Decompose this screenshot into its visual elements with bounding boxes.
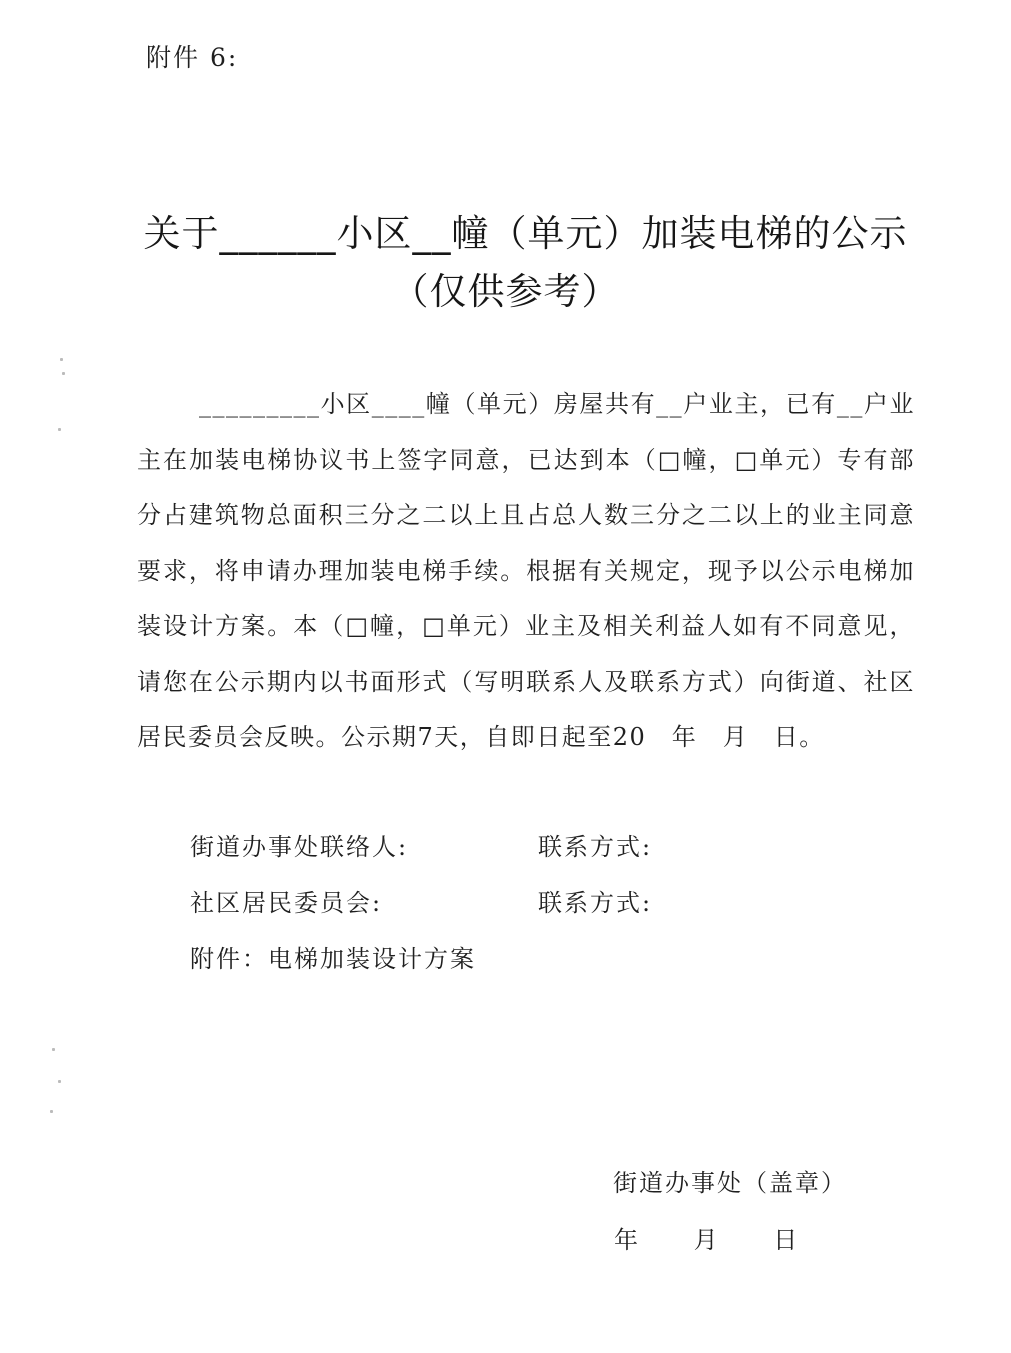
scan-speck	[50, 1110, 53, 1113]
date-year: 年	[614, 1226, 640, 1254]
community-committee-row	[190, 883, 910, 918]
notice-title-main: 关于______小区__幢（单元）加装电梯的公示	[143, 212, 908, 255]
scan-speck	[58, 1080, 61, 1083]
street-office-contact-row	[190, 827, 910, 862]
community-method-label: 联系方式:	[538, 889, 653, 917]
notice-body-paragraph: _________小区____幢（单元）房屋共有__户业主，已有__户业主在加装电梯协议书上签字同意，已达到本（□幢，□单元）专有部分占建筑物总面积三分之二以上且占总人数三分之二以上的业主同意要求，将申请办理加装电梯手续。根据有关规定，现予以公示电梯加装设计方案。本（□幢，□单元）业主及相关利益人如有不同意见，请您在公示期内以书面形式（写明联系人及联系方式）向街道、社区居民委员会反映。公示期7天，自即日起至20 年 月 日。	[137, 390, 915, 751]
scan-speck	[58, 428, 61, 431]
date-line	[614, 1220, 843, 1255]
notice-title-subtitle: （仅供参考）	[391, 270, 620, 313]
scan-speck	[60, 358, 63, 361]
attachment-line: 附件：电梯加装设计方案	[190, 945, 476, 973]
date-day: 日	[773, 1226, 800, 1254]
date-month: 月	[693, 1226, 720, 1254]
notice-title	[0, 205, 1011, 321]
scan-speck	[52, 1048, 55, 1051]
community-committee-label: 社区居民委员会:	[190, 889, 383, 917]
scan-speck	[62, 372, 65, 375]
street-office-method-label: 联系方式:	[538, 833, 653, 861]
street-office-contact-label: 街道办事处联络人:	[190, 833, 409, 861]
attachment-number-label: 附件 6:	[146, 43, 239, 72]
stamp-line: 街道办事处（盖章）	[613, 1169, 847, 1197]
